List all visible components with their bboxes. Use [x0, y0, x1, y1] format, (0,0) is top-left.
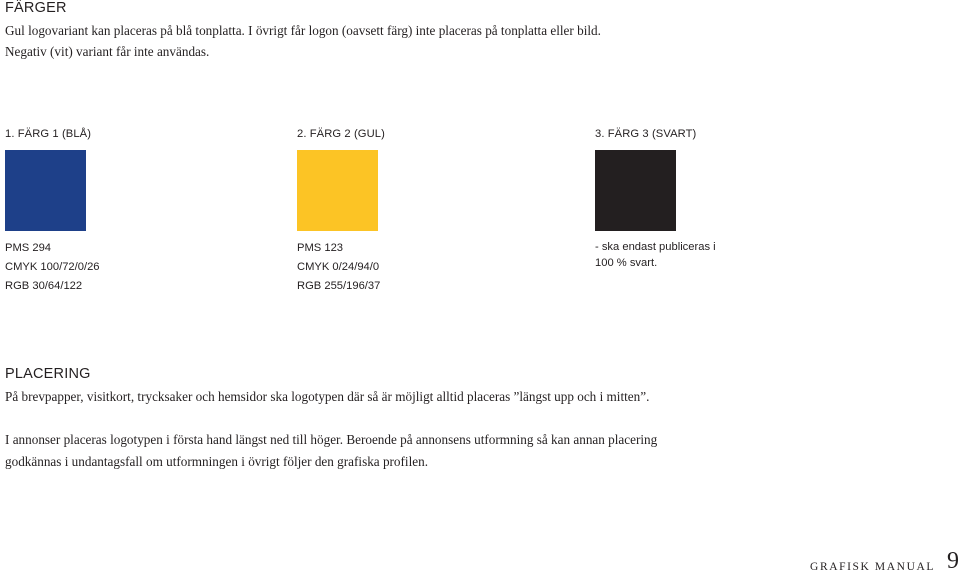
- colors-heading: FÄRGER: [5, 0, 67, 16]
- page-number: 9: [947, 548, 959, 574]
- colors-text-line-1: Gul logovariant kan placeras på blå tonplatta. I övrigt får logon (oavsett färg) inte placeras på tonplatta eller bild.: [5, 23, 601, 38]
- swatch-column-black: [595, 127, 716, 271]
- spec-pms: PMS 294: [5, 242, 52, 254]
- swatch-title: 1. FÄRG 1 (BLÅ): [5, 128, 92, 140]
- color-swatch-yellow: [297, 150, 378, 231]
- footer-manual-label: GRAFISK MANUAL: [810, 561, 935, 573]
- spec-pms: PMS 123: [297, 242, 344, 254]
- color-swatch-black: [595, 150, 676, 231]
- spec-cmyk: CMYK 0/24/94/0: [297, 261, 380, 273]
- swatch-title: 3. FÄRG 3 (SVART): [595, 128, 697, 140]
- spec-cmyk: CMYK 100/72/0/26: [5, 261, 100, 273]
- swatch-column-blue: [5, 127, 100, 296]
- spec-rgb: RGB 255/196/37: [297, 280, 381, 292]
- spec-note-line-2: 100 % svart.: [595, 257, 658, 269]
- placement-paragraph-2-line-1: I annonser placeras logotypen i första hand längst ned till höger. Beroende på annonsens utformning så kan annan placering: [5, 432, 658, 447]
- placement-heading: PLACERING: [5, 366, 91, 382]
- color-swatch-blue: [5, 150, 86, 231]
- spec-note-line-1: - ska endast publiceras i: [595, 241, 716, 253]
- colors-text-line-2: Negativ (vit) variant får inte användas.: [5, 44, 210, 59]
- spec-rgb: RGB 30/64/122: [5, 280, 83, 292]
- placement-paragraph-2-line-2: godkännas i undantagsfall om utformningen i övrigt följer den grafiska profilen.: [5, 454, 428, 469]
- page-footer: [810, 534, 960, 574]
- placement-paragraph-1: På brevpapper, visitkort, trycksaker och hemsidor ska logotypen där så är möjligt alltid placeras ”längst upp och i mitten”.: [5, 389, 650, 404]
- swatch-title: 2. FÄRG 2 (GUL): [297, 128, 385, 140]
- swatch-column-yellow: [297, 127, 385, 296]
